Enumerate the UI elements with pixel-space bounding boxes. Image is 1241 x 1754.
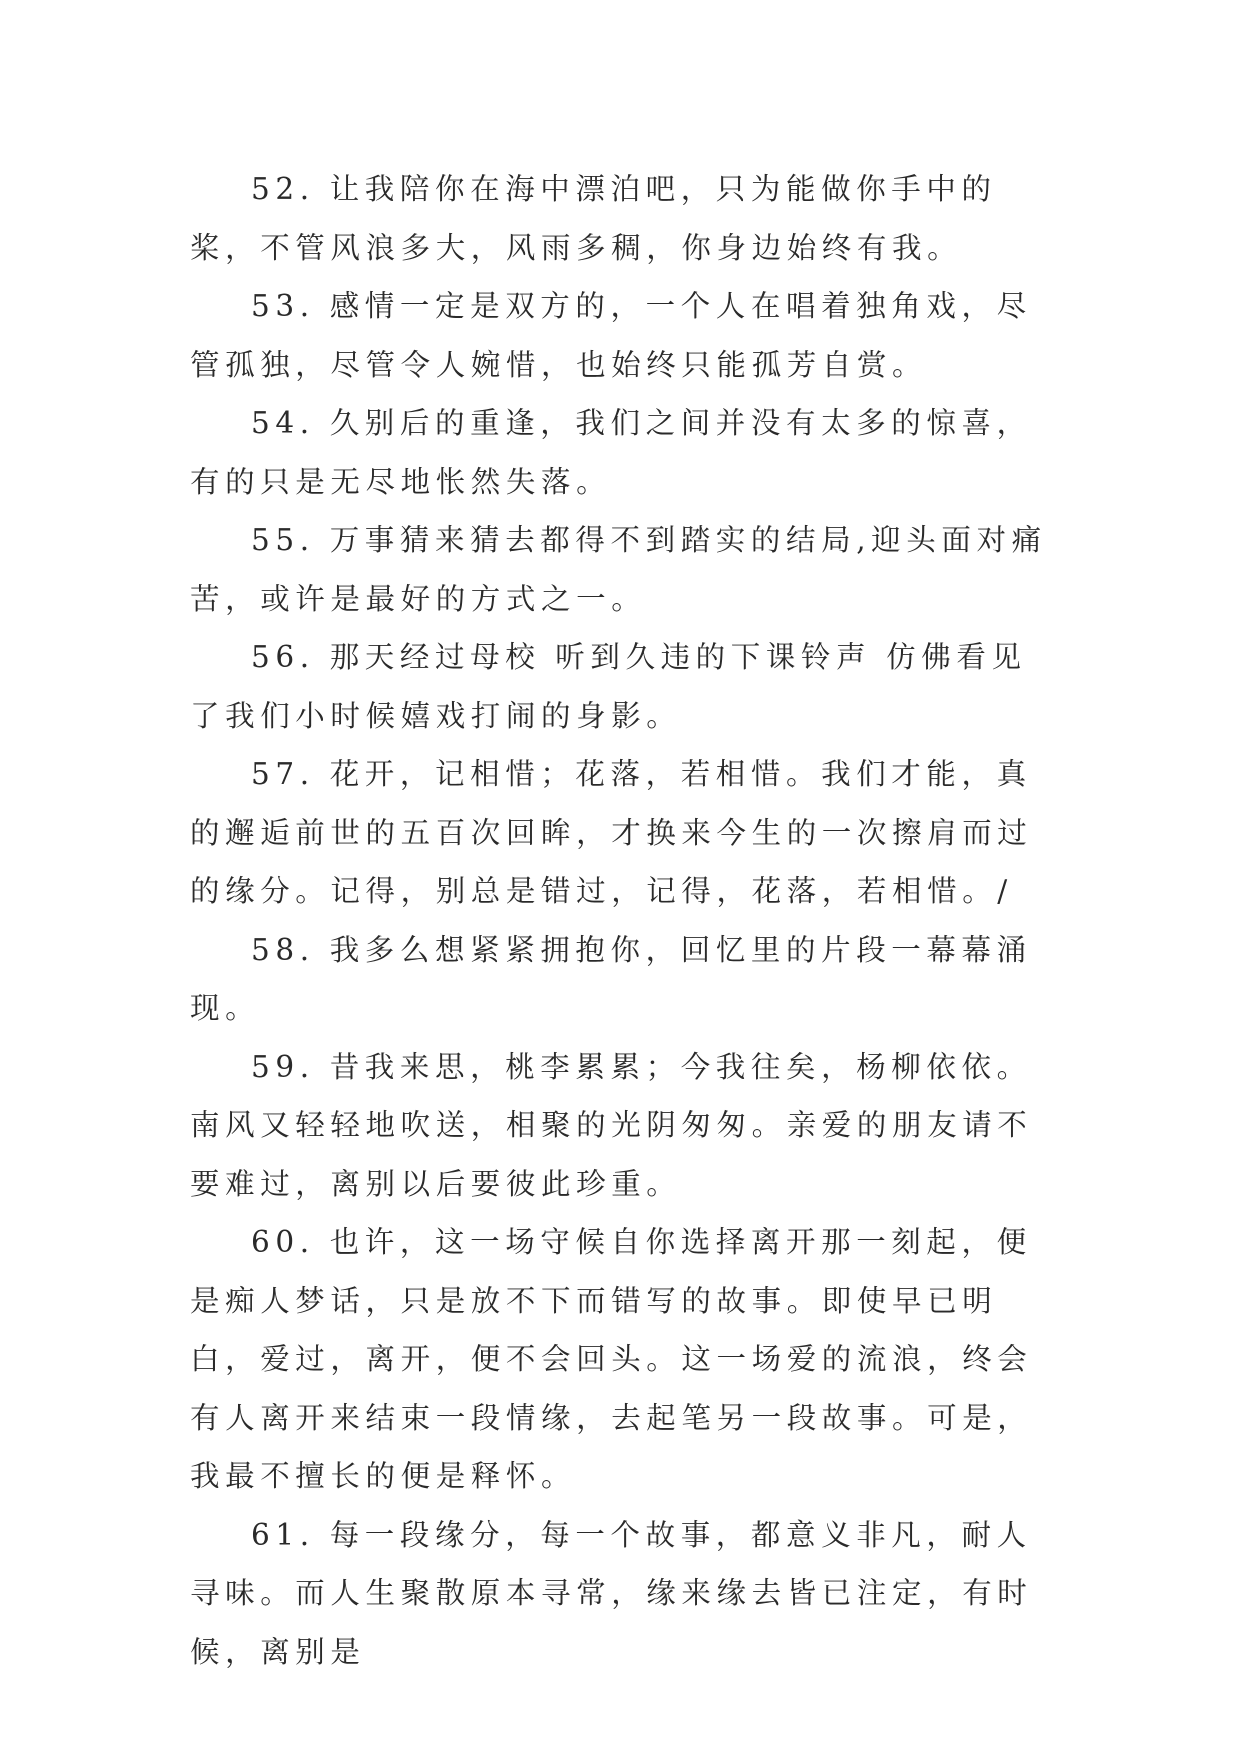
paragraph-54: 54. 久别后的重逢，我们之间并没有太多的惊喜，有的只是无尽地怅然失落。 — [190, 406, 1032, 499]
paragraph-60: 60. 也许，这一场守候自你选择离开那一刻起，便是痴人梦话，只是放不下而错写的故事。即使早已明白，爱过，离开，便不会回头。这一场爱的流浪，终会有人离开来结束一段情缘，去起笔另一段故事。可是，我最不擅长的便是释怀。 — [190, 1225, 1033, 1493]
document-body — [190, 160, 1055, 1681]
paragraph-53: 53. 感情一定是双方的，一个人在唱着独角戏，尽管孤独，尽管令人婉惜，也始终只能孤芳自赏。 — [190, 289, 1032, 382]
paragraph-56: 56. 那天经过母校 听到久违的下课铃声 仿佛看见了我们小时候嬉戏打闹的身影。 — [190, 640, 1027, 733]
paragraph-59: 59. 昔我来思，桃李累累；今我往矣，杨柳依依。南风又轻轻地吹送，相聚的光阴匆匆。亲爱的朋友请不要难过，离别以后要彼此珍重。 — [190, 1049, 1033, 1201]
paragraph-52: 52. 让我陪你在海中漂泊吧，只为能做你手中的桨，不管风浪多大，风雨多稠，你身边始终有我。 — [190, 172, 997, 265]
paragraph-61: 61. 每一段缘分，每一个故事，都意义非凡，耐人寻味。而人生聚散原本寻常，缘来缘去皆已注定，有时候，离别是 — [190, 1517, 1033, 1669]
paragraph-58: 58. 我多么想紧紧拥抱你，回忆里的片段一幕幕涌现。 — [190, 932, 1032, 1025]
paragraph-57: 57. 花开，记相惜；花落，若相惜。我们才能，真的邂逅前世的五百次回眸，才换来今生的一次擦肩而过的缘分。记得，别总是错过，记得，花落，若相惜。/ — [190, 757, 1033, 908]
paragraph-55: 55. 万事猜来猜去都得不到踏实的结局,迎头面对痛苦，或许是最好的方式之一。 — [190, 523, 1047, 616]
